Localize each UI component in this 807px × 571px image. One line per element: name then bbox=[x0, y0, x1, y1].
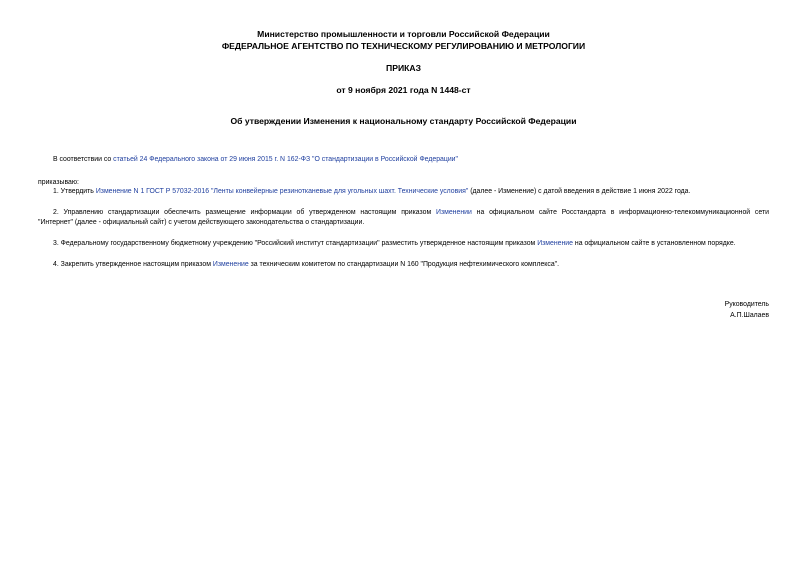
ministry-heading: Министерство промышленности и торговли Российской Федерации bbox=[257, 29, 550, 39]
doc-type-heading: ПРИКАЗ bbox=[386, 63, 421, 73]
gost-change-link[interactable]: Изменение N 1 ГОСТ Р 57032-2016 "Ленты конвейерные резинотканевые для угольных шахт. Технические условия" bbox=[95, 188, 469, 195]
item-2-change-link[interactable]: Изменении bbox=[436, 209, 472, 216]
item-4-prefix: 4. Закрепить утвержденное настоящим приказом bbox=[53, 261, 213, 268]
signature-position: Руководитель bbox=[724, 301, 769, 308]
federal-law-link[interactable]: статьей 24 Федерального закона от 29 июня 2015 г. N 162-ФЗ "О стандартизации в Российской Федерации" bbox=[113, 156, 458, 163]
signature-name: А.П.Шалаев bbox=[730, 312, 769, 319]
item-2-line-2: "Интернет" (далее - официальный сайт) с учетом действующего законодательства о стандартизации. bbox=[38, 219, 365, 226]
agency-heading: ФЕДЕРАЛЬНОЕ АГЕНТСТВО ПО ТЕХНИЧЕСКОМУ РЕГУЛИРОВАНИЮ И МЕТРОЛОГИИ bbox=[221, 41, 586, 51]
item-4-paragraph bbox=[53, 260, 559, 270]
item-1-suffix: (далее - Изменение) с датой введения в действие 1 июня 2022 года. bbox=[468, 188, 691, 195]
item-4-suffix: за техническим комитетом по стандартизации N 160 "Продукция нефтехимического комплекса". bbox=[248, 261, 560, 268]
item-3-suffix: на официальном сайте в установленном порядке. bbox=[573, 240, 736, 247]
item-3-prefix: 3. Федеральному государственному бюджетному учреждению "Российский институт стандартизации" разместить утвержденное настоящим приказом bbox=[53, 240, 538, 247]
order-word: приказываю: bbox=[38, 179, 79, 186]
preamble-paragraph bbox=[53, 155, 458, 165]
item-2-line-1 bbox=[38, 208, 769, 218]
item-2-prefix: 2. Управлению стандартизации обеспечить размещение информации об утвержденном настоящим приказом bbox=[53, 209, 436, 216]
item-2-mid: на официальном сайте Росстандарта в информационно-телекоммуникационной сети bbox=[471, 209, 769, 216]
item-1-prefix: 1. Утвердить bbox=[53, 188, 96, 195]
item-1-paragraph bbox=[53, 187, 690, 197]
date-number-heading: от 9 ноября 2021 года N 1448-ст bbox=[336, 85, 471, 95]
item-4-change-link[interactable]: Изменение bbox=[212, 261, 249, 268]
item-2-paragraph bbox=[38, 208, 769, 228]
document-title: Об утверждении Изменения к национальному стандарту Российской Федерации bbox=[230, 116, 577, 126]
preamble-prefix: В соответствии со bbox=[53, 156, 114, 163]
item-3-change-link[interactable]: Изменение bbox=[537, 240, 573, 247]
item-3-paragraph bbox=[53, 239, 736, 249]
